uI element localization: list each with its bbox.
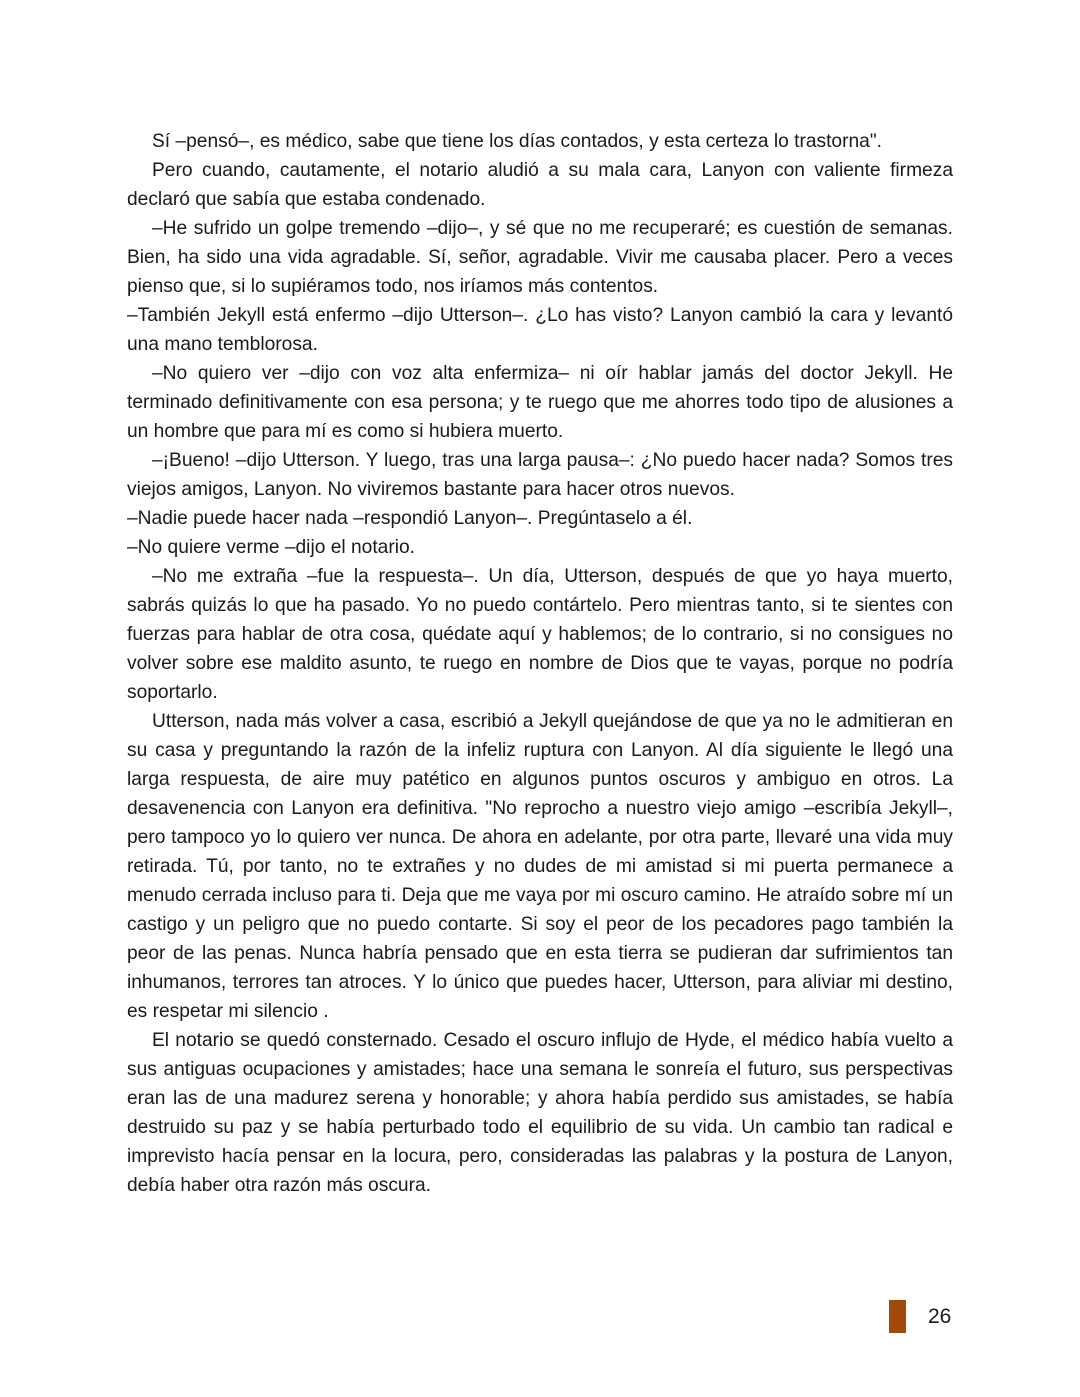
paragraph: Pero cuando, cautamente, el notario aludió a su mala cara, Lanyon con valiente firmeza declaró que sabía que estaba condenado. [127, 160, 953, 210]
paragraph: –¡Bueno! –dijo Utterson. Y luego, tras una larga pausa–: ¿No puedo hacer nada? Somos tres viejos amigos, Lanyon. No viviremos bastante para hacer otros nuevos. [127, 450, 953, 500]
page-number: 26 [928, 1305, 952, 1328]
paragraph: El notario se quedó consternado. Cesado el oscuro influjo de Hyde, el médico había vuelto a sus antiguas ocupaciones y amistades; hace una semana le sonreía el futuro, sus perspectivas eran las de una madurez serena y honorable; y ahora había perdido sus amistades, se había destruido su paz y se había perturbado todo el equilibrio de su vida. Un cambio tan radical e imprevisto hacía pensar en la locura, pero, consideradas las palabras y la postura de Lanyon, debía haber otra razón más oscura. [127, 1030, 953, 1196]
paragraph: Sí –pensó–, es médico, sabe que tiene los días contados, y esta certeza lo trastorna". [152, 131, 882, 152]
page-marker-bar [889, 1300, 906, 1333]
paragraph: –He sufrido un golpe tremendo –dijo–, y sé que no me recuperaré; es cuestión de semanas. Bien, ha sido una vida agradable. Sí, señor, agradable. Vivir me causaba placer. Pero a veces pienso que, si lo supiéramos todo, nos iríamos más contentos. [127, 218, 953, 297]
paragraph: –Nadie puede hacer nada –respondió Lanyon–. Pregúntaselo a él. [127, 508, 693, 529]
paragraph: –También Jekyll está enfermo –dijo Utterson–. ¿Lo has visto? Lanyon cambió la cara y levantó una mano temblorosa. [127, 305, 953, 355]
body-text [127, 127, 953, 1200]
paragraph: –No quiero ver –dijo con voz alta enfermiza– ni oír hablar jamás del doctor Jekyll. He terminado definitivamente con esa persona; y te ruego que me ahorres todo tipo de alusiones a un hombre que para mí es como si hubiera muerto. [127, 363, 953, 442]
paragraph: –No me extraña –fue la respuesta–. Un día, Utterson, después de que yo haya muerto, sabrás quizás lo que ha pasado. Yo no puedo contártelo. Pero mientras tanto, si te sientes con fuerzas para hablar de otra cosa, quédate aquí y hablemos; de lo contrario, si no consigues no volver sobre ese maldito asunto, te ruego en nombre de Dios que te vayas, porque no podría soportarlo. [127, 566, 953, 703]
paragraph: Utterson, nada más volver a casa, escribió a Jekyll quejándose de que ya no le admitieran en su casa y preguntando la razón de la infeliz ruptura con Lanyon. Al día siguiente le llegó una larga respuesta, de aire muy patético en algunos puntos oscuros y ambiguo en otros. La desavenencia con Lanyon era definitiva. "No reprocho a nuestro viejo amigo –escribía Jekyll–, pero tampoco yo lo quiero ver nunca. De ahora en adelante, por otra parte, llevaré una vida muy retirada. Tú, por tanto, no te extrañes y no dudes de mi amistad si mi puerta permanece a menudo cerrada incluso para ti. Deja que me vaya por mi oscuro camino. He atraído sobre mí un castigo y un peligro que no puedo contarte. Si soy el peor de los pecadores pago también la peor de las penas. Nunca habría pensado que en esta tierra se pudieran dar sufrimientos tan inhumanos, terrores tan atroces. Y lo único que puedes hacer, Utterson, para aliviar mi destino, es respetar mi silencio . [127, 711, 953, 1022]
paragraph: –No quiere verme –dijo el notario. [127, 537, 415, 558]
